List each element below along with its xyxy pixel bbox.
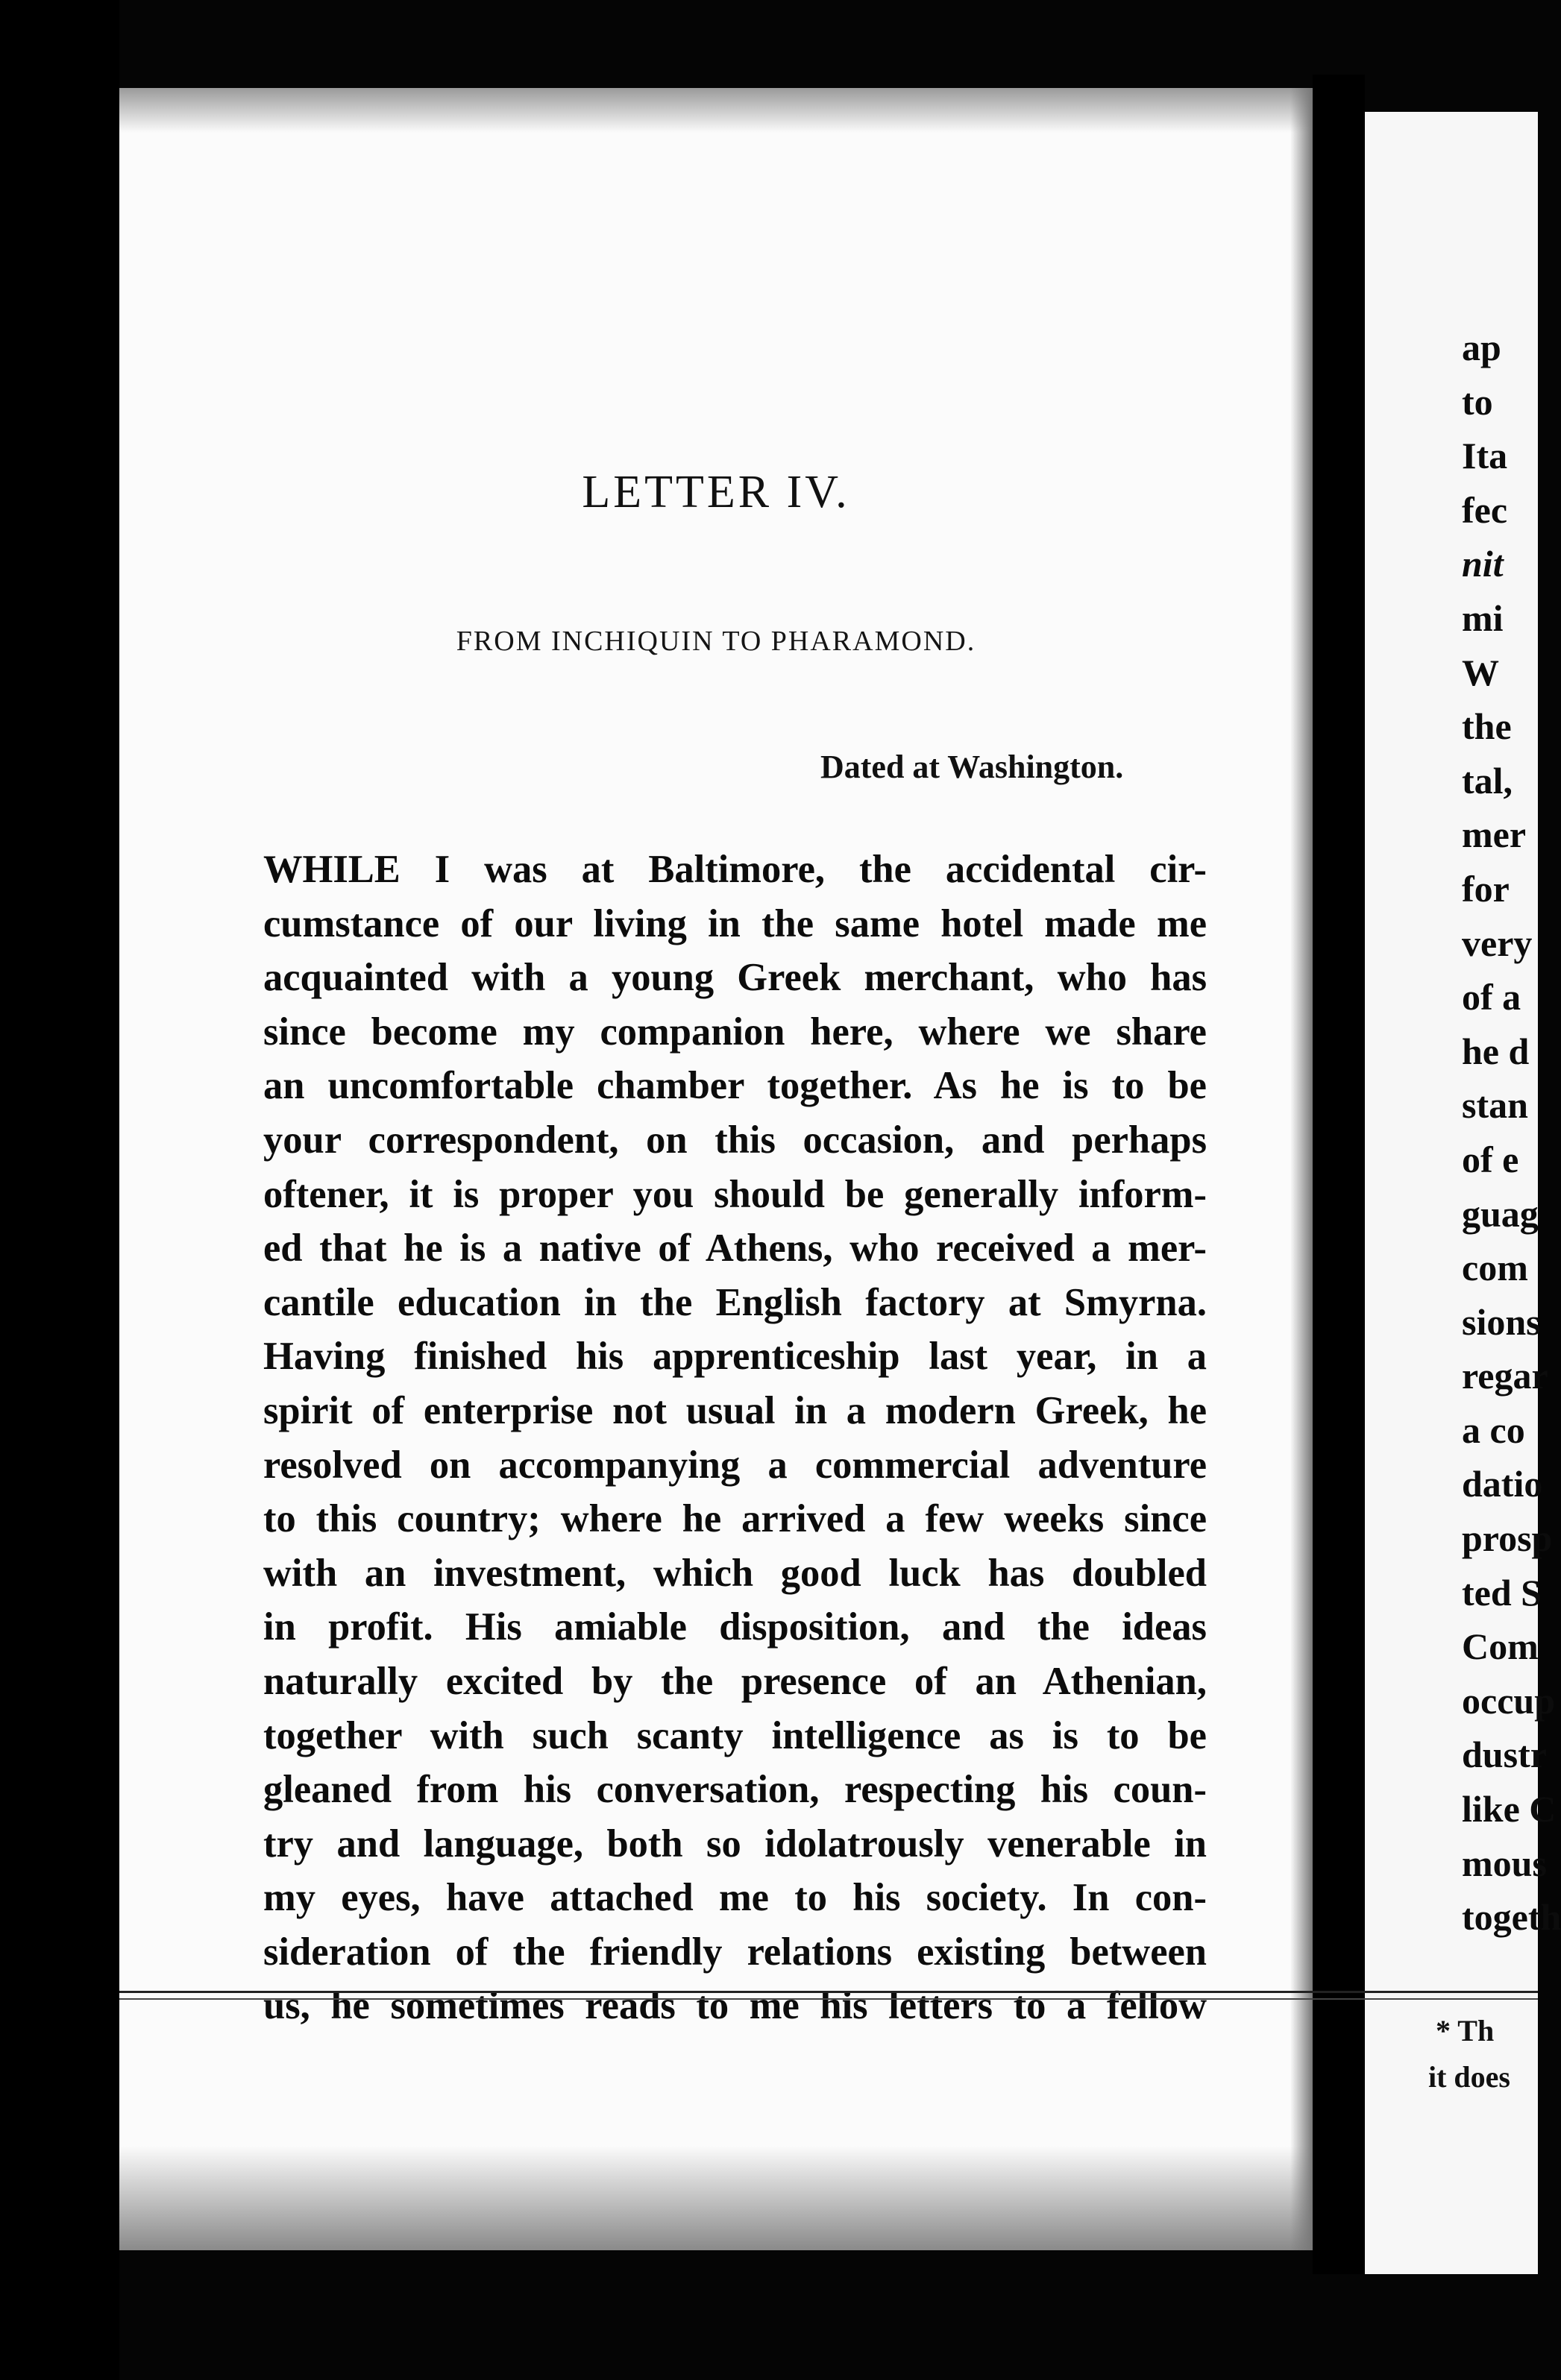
dateline: Dated at Washington.: [820, 749, 1124, 785]
right-line: ted S: [1462, 1571, 1542, 1614]
right-line: stan: [1462, 1084, 1528, 1127]
body-line: to this country; where he arrived a few weeks since: [263, 1497, 1207, 1541]
body-line: try and language, both so idolatrously venerable in: [263, 1822, 1207, 1866]
right-line: tal,: [1462, 759, 1513, 802]
right-line: Com: [1462, 1625, 1539, 1668]
right-footnote-line: it does: [1428, 2060, 1510, 2094]
page-shadow: [1290, 88, 1313, 2250]
right-line: mer: [1462, 813, 1527, 856]
body-line: cantile education in the English factory at Smyrna.: [263, 1280, 1207, 1324]
right-line: guag: [1462, 1192, 1539, 1235]
right-line: W: [1462, 651, 1499, 693]
right-line: a co: [1462, 1408, 1525, 1451]
right-line: he d: [1462, 1030, 1530, 1072]
right-line: regar: [1462, 1355, 1548, 1397]
right-line: prosp: [1462, 1517, 1553, 1560]
right-line: sions: [1462, 1300, 1541, 1343]
right-line: of e: [1462, 1138, 1519, 1180]
body-line: with an investment, which good luck has doubled: [263, 1551, 1207, 1595]
body-line: naturally excited by the presence of an Athenian,: [263, 1659, 1207, 1703]
right-footnote-line: * Th: [1436, 2014, 1495, 2047]
body-line: Having finished his apprenticeship last year, in a: [263, 1335, 1207, 1379]
body-line: together with such scanty intelligence as is to be: [263, 1713, 1207, 1757]
right-page-text: [1462, 321, 1561, 1945]
body-line: since become my companion here, where we share: [263, 1010, 1207, 1054]
body-line: cumstance of our living in the same hotel made me: [263, 901, 1207, 945]
body-line: gleaned from his conversation, respecting his coun-: [263, 1768, 1207, 1812]
body-line: oftener, it is proper you should be generally inform-: [263, 1172, 1207, 1216]
right-line: datio: [1462, 1463, 1543, 1505]
letter-title: LETTER IV.: [582, 467, 850, 517]
body-line: sideration of the friendly relations existing between: [263, 1930, 1207, 1974]
page-shadow: [119, 2146, 1313, 2250]
body-line: an uncomfortable chamber together. As he is to be: [263, 1064, 1207, 1108]
body-line: your correspondent, on this occasion, and perhaps: [263, 1118, 1207, 1162]
page-shadow: [119, 88, 1313, 133]
right-line: nit: [1462, 543, 1504, 585]
right-line: for: [1462, 867, 1510, 910]
scan-border: [0, 0, 119, 2380]
book-gutter: [1313, 75, 1365, 2274]
body-line: in profit. His amiable disposition, and the ideas: [263, 1605, 1207, 1649]
letter-subtitle: FROM INCHIQUIN TO PHARAMOND.: [456, 626, 976, 657]
right-line: mous: [1462, 1842, 1547, 1884]
body-line: spirit of enterprise not usual in a modern Greek, he: [263, 1388, 1207, 1432]
body-line: my eyes, have attached me to his society. In con-: [263, 1876, 1207, 1920]
footnote-rule: [119, 1991, 1538, 1993]
body-line: WHILE I was at Baltimore, the accidental cir-: [263, 848, 1207, 891]
right-line: fec: [1462, 488, 1508, 531]
right-line: dustr: [1462, 1734, 1547, 1776]
body-line: ed that he is a native of Athens, who received a mer-: [263, 1227, 1207, 1271]
right-line: com: [1462, 1247, 1528, 1289]
right-line: Ita: [1462, 435, 1508, 477]
right-line: to: [1462, 380, 1493, 423]
right-line: mi: [1462, 596, 1504, 639]
body-line: resolved on accompanying a commercial adventure: [263, 1443, 1207, 1487]
right-line: like C: [1462, 1788, 1557, 1830]
right-line: togeth: [1462, 1896, 1561, 1939]
body-line: acquainted with a young Greek merchant, who has: [263, 956, 1207, 1000]
right-line: very: [1462, 922, 1533, 964]
right-line: of a: [1462, 976, 1521, 1019]
body-line: us, he sometimes reads to me his letters to a fellow: [263, 1984, 1207, 2028]
letter-body: [263, 843, 1207, 2033]
right-line: ap: [1462, 327, 1501, 368]
right-line: the: [1462, 705, 1512, 748]
right-line: occup: [1462, 1679, 1555, 1722]
footnote-rule: [119, 1998, 1538, 2000]
